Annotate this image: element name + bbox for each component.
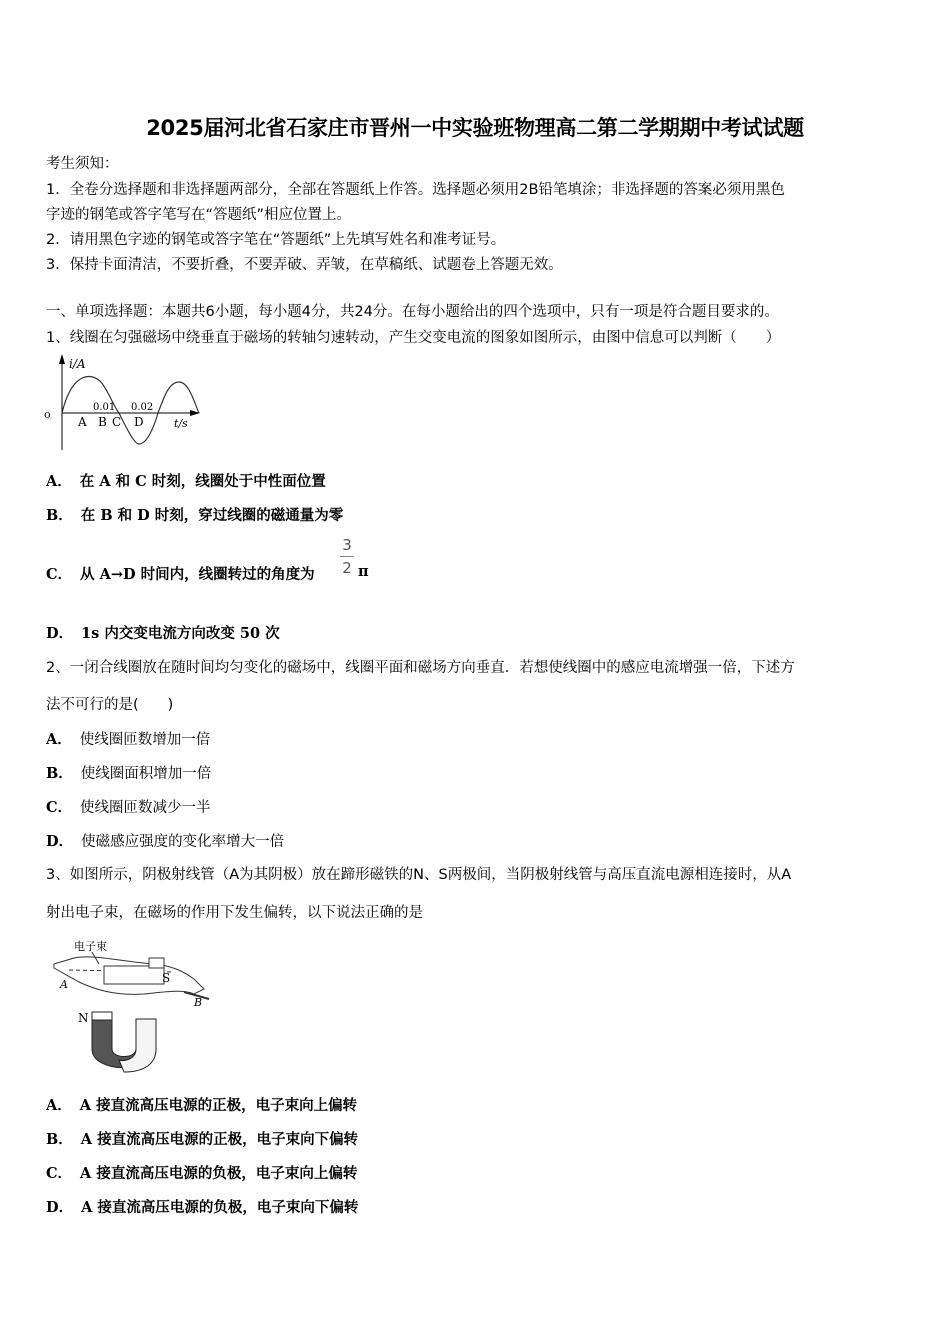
fraction-bar — [340, 556, 354, 557]
option-text: 在 A 和 C 时刻，线圈处于中性面位置 — [79, 473, 326, 490]
question-3-stem-cont: 射出电子束，在磁场的作用下发生偏转，以下说法正确的是 — [46, 905, 423, 921]
south-pole-label: S — [162, 971, 171, 985]
option-b[interactable] — [46, 504, 343, 525]
option-label: C． — [46, 799, 73, 816]
option-text: 使线圈面积增加一倍 — [80, 766, 212, 782]
tick-label: 0.01 — [93, 402, 116, 413]
north-pole-label: N — [78, 1011, 89, 1025]
beam-label: 电子束 — [74, 940, 107, 953]
point-label: C — [112, 415, 122, 429]
fraction-denominator: 2 — [342, 559, 352, 577]
point-label: D — [134, 415, 144, 429]
notice-line: 字迹的钢笔或答字笔写在“答题纸”相应位置上。 — [46, 207, 352, 223]
option-text: A 接直流高压电源的正极，电子束向下偏转 — [80, 1131, 359, 1148]
pi-symbol: π — [358, 563, 369, 580]
option-label: B． — [46, 1131, 73, 1148]
option-text: A 接直流高压电源的负极，电子束向上偏转 — [80, 1165, 358, 1182]
notice-line: 2．请用黑色字迹的钢笔或答字笔在“答题纸”上先填写姓名和准考证号。 — [46, 232, 506, 248]
option-label: D． — [46, 1199, 74, 1216]
option-label: C． — [46, 566, 73, 583]
y-axis-label: i/A — [69, 357, 86, 371]
option-b[interactable] — [46, 1128, 358, 1149]
notice-line: 3．保持卡面清洁，不要折叠，不要弄破、弄皱，在草稿纸、试题卷上答题无效。 — [46, 257, 563, 273]
x-axis-label: t/s — [174, 417, 188, 430]
option-text: A 接直流高压电源的正极，电子束向上偏转 — [79, 1097, 358, 1114]
option-label: C． — [46, 1165, 73, 1182]
option-d[interactable] — [46, 830, 284, 851]
notice-line: 1．全卷分选择题和非选择题两部分，全部在答题纸上作答。选择题必须用2B铅笔填涂；非选择题的答案必须用黑色 — [46, 182, 785, 198]
option-a[interactable] — [46, 1094, 357, 1115]
option-label: B． — [46, 507, 73, 524]
option-a[interactable] — [46, 470, 326, 491]
question-1-stem: 1、线圈在匀强磁场中绕垂直于磁场的转轴匀速转动，产生交变电流的图象如图所示，由图中信息可以判断（ ） — [46, 330, 781, 346]
option-text: 在 B 和 D 时刻，穿过线圈的磁通量为零 — [80, 507, 344, 524]
fraction-numerator: 3 — [342, 536, 352, 554]
option-d[interactable] — [46, 1196, 358, 1217]
option-b[interactable] — [46, 762, 211, 783]
section-heading: 一、单项选择题：本题共6小题，每小题4分，共24分。在每小题给出的四个选项中，只有一项是符合题目要求的。 — [46, 304, 779, 320]
point-label: A — [78, 415, 87, 429]
option-label: A． — [46, 473, 72, 490]
option-label: A． — [46, 1097, 72, 1114]
option-c[interactable] — [46, 1162, 357, 1183]
anode-label: B — [194, 996, 203, 1009]
option-d[interactable] — [46, 622, 280, 643]
option-text: A 接直流高压电源的负极，电子束向下偏转 — [81, 1199, 359, 1216]
option-label: D． — [46, 625, 74, 642]
origin-label: o — [44, 408, 51, 421]
notice-heading: 考生须知： — [46, 156, 119, 172]
option-c[interactable] — [46, 563, 315, 584]
option-text: 从 A→D 时间内，线圈转过的角度为 — [80, 566, 315, 583]
option-text: 使线圈匝数减少一半 — [80, 800, 211, 816]
tick-label: 0.02 — [131, 402, 154, 413]
fraction-three-halves — [340, 536, 354, 577]
option-label: D． — [46, 833, 74, 850]
option-label: A． — [46, 731, 72, 748]
question-3-stem: 3、如图所示，阴极射线管（A为其阴极）放在蹄形磁铁的N、S两极间，当阴极射线管与高压直流电源相连接时，从A — [46, 867, 792, 883]
question-2-stem: 2、一闭合线圈放在随时间均匀变化的磁场中，线圈平面和磁场方向垂直．若想使线圈中的感应电流增强一倍，下述方 — [46, 660, 795, 676]
point-label: B — [98, 415, 107, 429]
option-c[interactable] — [46, 796, 211, 817]
ac-current-graph — [44, 352, 204, 452]
option-a[interactable] — [46, 728, 210, 749]
page-title: 2025届河北省石家庄市晋州一中实验班物理高二第二学期期中考试试题 — [146, 116, 804, 140]
cathode-label: A — [60, 978, 68, 991]
option-text: 使线圈匝数增加一倍 — [79, 732, 211, 748]
option-label: B． — [46, 765, 73, 782]
option-text: 使磁感应强度的变化率增大一倍 — [81, 834, 285, 850]
option-text: 1s 内交变电流方向改变 50 次 — [81, 625, 280, 642]
question-2-stem-cont: 法不可行的是( ) — [46, 697, 174, 713]
cathode-ray-tube-figure — [44, 934, 214, 1079]
